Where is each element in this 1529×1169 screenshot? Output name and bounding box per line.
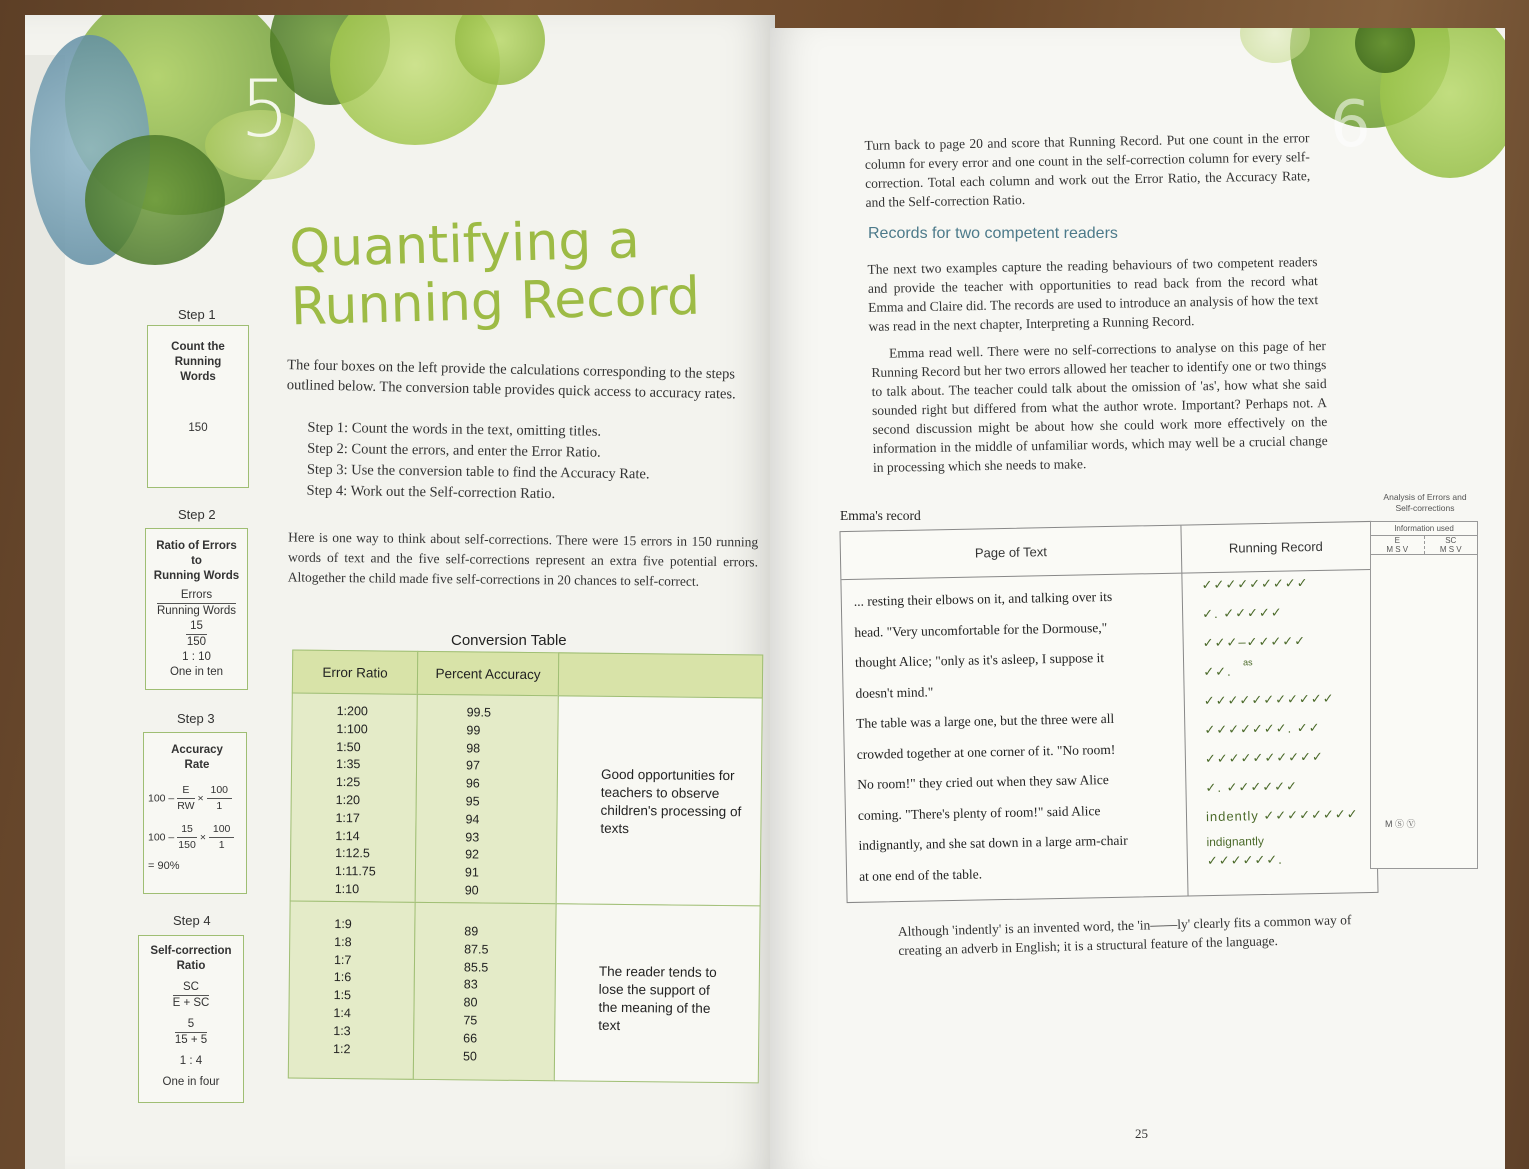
analysis-columns bbox=[1371, 536, 1477, 555]
table-header: Percent Accuracy bbox=[417, 651, 559, 696]
record-marks: ✓✓✓✓✓✓. bbox=[1206, 851, 1283, 869]
error-ratio-value: 1:25 bbox=[335, 775, 361, 790]
fraction-numerator: 15 bbox=[177, 822, 197, 838]
table-note: Good opportunities for teachers to observe children's processing of texts bbox=[600, 766, 742, 837]
text-line: The table was a large one, but the three were all bbox=[856, 710, 1115, 731]
formula-prefix: 100 – bbox=[148, 792, 175, 805]
step2-title: Ratio of Errors bbox=[156, 540, 237, 552]
table-header bbox=[558, 652, 763, 698]
table-note: The reader tends to lose the support of the meaning of the text bbox=[598, 963, 717, 1033]
step2-box bbox=[145, 528, 248, 690]
fraction bbox=[157, 588, 236, 619]
analysis-box bbox=[1370, 521, 1478, 869]
record-marks: ✓✓✓✓✓✓✓✓✓✓ bbox=[1204, 748, 1324, 767]
error-ratio-value: 1:20 bbox=[335, 792, 361, 808]
column-divider bbox=[1180, 526, 1188, 896]
error-ratio-value: 1:2 bbox=[333, 1041, 351, 1056]
title-line: Quantifying a bbox=[288, 210, 641, 280]
step-item: Step 4: Work out the Self-correction Ratio. bbox=[306, 482, 556, 503]
record-marks: ✓✓✓–✓✓✓✓✓ bbox=[1202, 633, 1307, 651]
chapter-number: 6 bbox=[1330, 88, 1371, 162]
step2-title: to bbox=[191, 555, 202, 567]
percent-value: 80 bbox=[463, 995, 478, 1010]
substitution-word: indignantly bbox=[1206, 834, 1265, 850]
error-ratio-value: 1:50 bbox=[336, 739, 361, 754]
percent-value: 83 bbox=[463, 977, 478, 992]
fraction bbox=[173, 980, 210, 1011]
step3-title: Accuracy Rate bbox=[171, 744, 223, 771]
step1-title: Count the Running Words bbox=[171, 341, 225, 383]
percent-value: 92 bbox=[465, 847, 480, 862]
fraction-denominator: 15 + 5 bbox=[174, 1034, 208, 1046]
record-marks: indently ✓✓✓✓✓✓✓✓ bbox=[1205, 806, 1359, 825]
step-label: Step 2 bbox=[178, 507, 216, 522]
intro-paragraph: The four boxes on the left provide the calculations corresponding to the steps outlined below. The conversion table provides quick access to accuracy rates. bbox=[286, 357, 736, 403]
record-marks: ✓✓✓✓✓✓✓✓✓ bbox=[1201, 575, 1309, 593]
conversion-table bbox=[288, 650, 767, 1087]
fraction-denominator: E + SC bbox=[172, 997, 210, 1009]
error-ratio-value: 1:7 bbox=[333, 952, 352, 967]
fraction-denominator: Running Words bbox=[156, 605, 237, 617]
title-line: Running Record bbox=[290, 266, 701, 338]
percent-value: 98 bbox=[466, 740, 481, 756]
error-ratio-value: 1:100 bbox=[336, 721, 368, 737]
analysis-col-label: SC bbox=[1445, 536, 1457, 545]
step4-title: Self-correction bbox=[150, 945, 232, 957]
percent-value: 91 bbox=[464, 865, 479, 880]
step2-ratio: 1 : 10 bbox=[182, 651, 211, 663]
chapter-number: 5 bbox=[240, 65, 290, 155]
step-label: Step 4 bbox=[173, 913, 211, 928]
text-line: thought Alice; "only as it's asleep, I suppose it bbox=[854, 650, 1105, 670]
body-paragraph: Emma read well. There were no self-corrections to analyse on this page of her Running Record but her two errors allowed her teacher to identify one or two things to talk about. The teacher could talk about the omission of 'as', how what she said sounded right but differed from what the author wrote. Important? Perhaps not. A second discussion might be about how she could work more effectively on the information in the middle of unfamiliar words, which may well be a crucial change in processing which she needs to make. bbox=[871, 338, 1328, 475]
page-number: 25 bbox=[1135, 1126, 1148, 1141]
running-record-table bbox=[839, 521, 1378, 903]
fraction-denominator: 150 bbox=[178, 839, 196, 851]
step4-words: One in four bbox=[162, 1076, 220, 1088]
step-label: Step 3 bbox=[177, 711, 215, 726]
fraction bbox=[209, 822, 235, 853]
step3-box bbox=[143, 732, 247, 894]
table-header: Error Ratio bbox=[292, 650, 418, 695]
percent-accuracy-list bbox=[465, 704, 491, 900]
percent-value: 96 bbox=[465, 776, 480, 791]
percent-value: 50 bbox=[462, 1048, 478, 1064]
error-ratio-value: 1:11.75 bbox=[334, 864, 376, 879]
error-ratio-value: 1:12.5 bbox=[335, 846, 370, 861]
error-ratio-value: 1:9 bbox=[334, 916, 352, 932]
fraction-denominator: 1 bbox=[216, 800, 223, 812]
table-header: Running Record bbox=[1180, 522, 1371, 574]
text-line: at one end of the table. bbox=[858, 865, 983, 884]
fraction-numerator: 15 bbox=[186, 619, 207, 635]
step3-result: = 90% bbox=[148, 860, 180, 872]
text-line: doesn't mind." bbox=[855, 683, 934, 701]
text-line: ... resting their elbows on it, and talking over its bbox=[853, 588, 1113, 609]
analysis-col bbox=[1371, 536, 1425, 554]
percent-value: 95 bbox=[465, 794, 480, 809]
error-ratio-value: 1:14 bbox=[335, 828, 360, 843]
omitted-word: as bbox=[1242, 657, 1253, 668]
fraction bbox=[177, 822, 197, 853]
body-paragraph: The next two examples capture the reading behaviours of two competent readers and provide the teacher with opportunities to read back from the record what Emma and Claire did. The records are used to introduce an analysis of how the text was read in the next chapter, Interpreting a Running Record. bbox=[867, 254, 1319, 334]
step1-box bbox=[147, 325, 249, 488]
step4-box bbox=[138, 935, 244, 1103]
decor-bubble bbox=[85, 135, 225, 265]
error-ratio-value: 1:17 bbox=[335, 810, 360, 826]
error-ratio-value: 1:10 bbox=[334, 881, 360, 897]
record-marks: ✓. ✓✓✓✓✓✓ bbox=[1205, 778, 1299, 796]
percent-value: 94 bbox=[465, 812, 480, 827]
fraction-numerator: 5 bbox=[175, 1017, 207, 1033]
analysis-col bbox=[1425, 536, 1478, 554]
left-page bbox=[25, 15, 775, 1169]
percent-accuracy-list bbox=[463, 923, 489, 1066]
section-heading: Records for two competent readers bbox=[868, 225, 1118, 242]
fraction-numerator: 100 bbox=[207, 783, 233, 799]
conversion-table-title: Conversion Table bbox=[451, 632, 567, 649]
error-ratio-value: 1:8 bbox=[334, 934, 352, 949]
step3-formula bbox=[148, 822, 246, 853]
fraction-numerator: SC bbox=[173, 980, 210, 996]
analysis-title: Analysis of Errors and Self-corrections bbox=[1383, 492, 1467, 513]
analysis-entry: M Ⓢ Ⓥ bbox=[1385, 819, 1416, 829]
fraction-numerator: E bbox=[177, 783, 194, 799]
percent-value: 97 bbox=[465, 758, 481, 773]
fraction-numerator: Errors bbox=[157, 588, 236, 604]
record-marks: ✓✓✓✓✓✓✓✓✓✓✓ bbox=[1203, 690, 1335, 709]
step2-title: Running Words bbox=[153, 570, 240, 582]
percent-value: 90 bbox=[464, 883, 479, 898]
table-header: Page of Text bbox=[840, 526, 1181, 581]
error-ratio-value: 1:200 bbox=[336, 703, 368, 719]
record-marks: ✓. ✓✓✓✓✓ bbox=[1201, 604, 1283, 622]
formula-prefix: 100 – bbox=[148, 831, 175, 844]
text-line: indignantly, and she sat down in a large arm-chair bbox=[858, 832, 1128, 853]
self-correction-paragraph: Here is one way to think about self-corrections. There were 15 errors in 150 running words of text and the five self-corrections represent an extra five potential errors. Altogether the child made five self-corrections in 20 chances to self-correct. bbox=[287, 529, 759, 589]
analysis-col-label: E bbox=[1394, 536, 1400, 545]
steps-list bbox=[306, 418, 650, 507]
step4-title: Ratio bbox=[176, 960, 206, 972]
error-ratio-list bbox=[333, 916, 352, 1059]
text-line: head. "Very uncomfortable for the Dormouse," bbox=[854, 619, 1108, 640]
step-item: Step 1: Count the words in the text, omitting titles. bbox=[307, 419, 602, 440]
text-line: coming. "There's plenty of room!" said Alice bbox=[857, 802, 1101, 823]
footnote: Although 'indently' is an invented word, the 'in——ly' clearly fits a common way of creating an adverb in English; it is a structural feature of the language. bbox=[897, 912, 1352, 959]
error-ratio-value: 1:5 bbox=[333, 988, 352, 1003]
analysis-header: Information used bbox=[1371, 522, 1477, 536]
error-ratio-value: 1:4 bbox=[333, 1005, 351, 1021]
error-ratio-list bbox=[335, 703, 378, 899]
times-sign: × bbox=[197, 792, 204, 805]
percent-value: 99.5 bbox=[466, 705, 492, 720]
analysis-sub: M S V bbox=[1386, 545, 1409, 554]
percent-value: 89 bbox=[464, 924, 479, 939]
error-ratio-value: 1:3 bbox=[333, 1023, 351, 1038]
percent-value: 87.5 bbox=[464, 942, 489, 957]
step-label: Step 1 bbox=[178, 307, 216, 322]
error-ratio-value: 1:35 bbox=[336, 757, 361, 772]
fraction-denominator: 1 bbox=[218, 839, 225, 851]
text-line: crowded together at one corner of it. "No room! bbox=[856, 741, 1116, 762]
step3-formula bbox=[148, 783, 246, 814]
fraction-denominator: RW bbox=[177, 800, 195, 812]
record-marks: ✓✓✓✓✓✓✓. ✓✓ bbox=[1204, 719, 1321, 738]
record-marks: ✓✓. bbox=[1203, 663, 1232, 680]
error-ratio-value: 1:6 bbox=[333, 970, 352, 985]
percent-value: 99 bbox=[466, 723, 481, 738]
analysis-sub: M S V bbox=[1439, 545, 1462, 554]
right-page bbox=[770, 28, 1505, 1169]
page-title bbox=[289, 210, 701, 337]
fraction bbox=[177, 783, 194, 814]
body-paragraph: Turn back to page 20 and score that Running Record. Put one count in the error column for every error and one count in the self-correction column for every self-correction. Total each column and work out the Error Ratio, the Accuracy Rate, and the Self-correction Ratio. bbox=[864, 130, 1311, 210]
fraction bbox=[175, 1017, 207, 1048]
fraction-numerator: 100 bbox=[209, 822, 235, 838]
record-label: Emma's record bbox=[840, 508, 921, 523]
step1-value: 150 bbox=[188, 422, 208, 434]
text-line: No room!" they cried out when they saw Alice bbox=[857, 772, 1109, 792]
percent-value: 85.5 bbox=[463, 959, 489, 975]
fraction bbox=[207, 783, 233, 814]
fraction-denominator: 150 bbox=[186, 636, 207, 648]
step-item: Step 2: Count the errors, and enter the Error Ratio. bbox=[307, 440, 601, 461]
percent-value: 75 bbox=[463, 1013, 478, 1028]
step2-words: One in ten bbox=[169, 666, 224, 678]
step-item: Step 3: Use the conversion table to find the Accuracy Rate. bbox=[306, 461, 650, 483]
fraction bbox=[186, 619, 207, 650]
step4-ratio: 1 : 4 bbox=[179, 1055, 203, 1067]
times-sign: × bbox=[199, 831, 206, 844]
percent-value: 66 bbox=[463, 1031, 478, 1046]
percent-value: 93 bbox=[465, 829, 480, 845]
